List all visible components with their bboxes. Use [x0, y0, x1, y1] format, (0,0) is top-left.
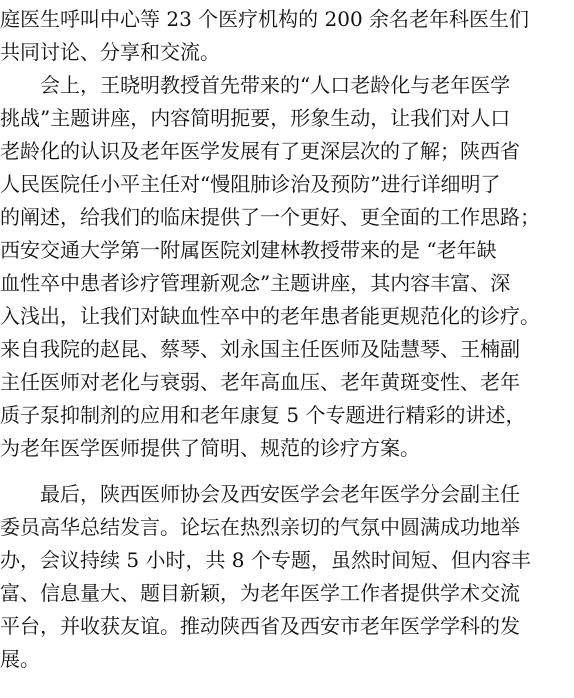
text-line: 挑战”主题讲座，内容简明扼要，形象生动，让我们对人口 [0, 106, 511, 130]
text-line: 质子泵抑制剂的应用和老年康复 5 个专题进行精彩的讲述， [0, 403, 526, 427]
text-line: 办，会议持续 5 小时，共 8 个专题，虽然时间短、但内容丰 [0, 548, 531, 572]
text-line: 入浅出，让我们对缺血性卒中的老年患者能更规范化的诊疗。 [0, 304, 540, 328]
text-line: 平台，并收获友谊。推动陕西省及西安市老年医学学科的发 [0, 614, 520, 638]
text-line: 展。 [0, 647, 40, 671]
text-line: 会上，王晓明教授首先带来的“人口老龄化与老年医学 [40, 73, 511, 97]
text-line: 血性卒中患者诊疗管理新观念”主题讲座，其内容丰富、深 [0, 271, 511, 295]
text-line: 主任医师对老化与衰弱、老年高血压、老年黄斑变性、老年 [0, 370, 520, 394]
text-line: 来自我院的赵昆、蔡琴、刘永国主任医师及陆慧琴、王楠副 [0, 337, 520, 361]
text-line: 人民医院任小平主任对“慢阻肺诊治及预防”进行详细明了 [0, 172, 501, 196]
text-line: 最后，陕西医师协会及西安医学会老年医学分会副主任 [40, 482, 520, 506]
text-line: 委员高华总结发言。论坛在热烈亲切的气氛中圆满成功地举 [0, 515, 520, 539]
text-line: 的阐述，给我们的临床提供了一个更好、更全面的工作思路； [0, 205, 540, 229]
text-line: 为老年医学医师提供了简明、规范的诊疗方案。 [0, 436, 420, 460]
text-line: 西安交通大学第一附属医院刘建林教授带来的是 “老年缺 [0, 238, 497, 262]
text-line: 老龄化的认识及老年医学发展有了更深层次的了解；陕西省 [0, 139, 520, 163]
text-line: 富、信息量大、题目新颖，为老年医学工作者提供学术交流 [0, 581, 520, 605]
text-line: 庭医生呼叫中心等 23 个医疗机构的 200 余名老年科医生们 [0, 7, 530, 31]
text-line: 共同讨论、分享和交流。 [0, 40, 220, 64]
